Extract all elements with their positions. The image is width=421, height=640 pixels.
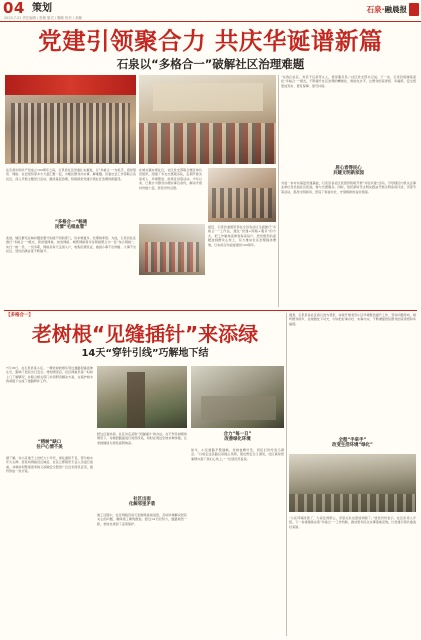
story2-subtitle: 14天“穿针引线”巧解地下结 [81, 348, 209, 359]
story1-subtitle: 石泉以“多格合一”破解社区治理难题 [116, 57, 305, 71]
small-photo-2 [139, 224, 205, 275]
story2-body-5: 如今，小区道路平整通畅，老树枝繁叶茂，居民们纷纷表示满意。“以前走这条路总是提心吊胆，现在既安全又漂亮，社区真是把事情办到了我们心坎上。”一位居民笑着说。 [191, 448, 284, 461]
story1-lead: 在庆祝中国共产党成立102周年之际，石泉县社区党建扎实推进，以“多格合一”为抓手，将党组织、网格、社会组织等多方力量汇聚一起，为辖区群众办实事、解难题。县委社会工作部联合各社区，深入开展主题党日活动，围绕基层治理，积极探索党建引领社区治理的新路径。 [6, 168, 136, 181]
page-number: 04 [3, 0, 25, 17]
story2-subhead-3: 合力“每一日” 改善绿化环境 [223, 432, 252, 443]
story2-photo-3 [289, 454, 416, 512]
event-photo-group [5, 75, 136, 164]
story1-subhead-1: “多格合一”畅通 民情“毛细血管” [54, 220, 88, 231]
story1-subhead-2: 居心者得民心 共建文明新家园 [333, 166, 364, 177]
story1-body-3: 最近，石泉县委组织部在全县各社区全面推行“多格合一”工作法，通过“党建+网格+服务”的方式，把工作触角延伸到每家每户，把党组织的温暖送到群众心坎上，有力推动社区治理提质增效，以实际行动迎接建党102周年。 [208, 225, 276, 247]
story2-subhead-2: 社区出面 化解邻里矛盾 [128, 497, 156, 508]
brand-prefix: 石泉 [366, 4, 382, 14]
brand-dot: · [381, 4, 385, 14]
story1-body-1: 此前，辖区群众反映问题需要分别找不同的部门，诉求渠道多、处理效率低。为此，石泉县社区推行“多格合一”模式，将党建网格、综治网格、城管网格等多张网格整合为一张“综合网格”，实行一格一员、一员多职，网格员每天走街入户，收集民情民意，做到小事不出网格、大事不出社区，居民的满意度不断提升。 [6, 236, 136, 254]
story2-subhead-1: “榕树”缺口 住户心情不美 [36, 440, 63, 451]
story2-headline: 老树根“见缝插针”来添绿 [31, 322, 259, 346]
story2-body-3: 经过反复协商，社区决定采取“见缝插针”的办法，在不伤及树根的情况下，对破损路面进行局部改造，同时在周边空地补种绿植，让老树继续为居民遮阴纳凉。 [97, 432, 187, 445]
story2-photo-1 [97, 366, 187, 428]
story2-tag: 【多格合一】 [6, 313, 33, 318]
story2-body-2: 据了解，该小区建于上世纪九十年代，绿化面积不足，部分树木年久失修。居民向网格员反映后，社区立即组织专业人员进行查看，并就如何既保留老树又消除安全隐患广泛征求居民意见，最终形成一致方案。 [6, 456, 93, 474]
column-divider [278, 75, 279, 307]
section-divider [4, 310, 417, 311]
brand-logo [367, 0, 419, 18]
story2-subhead-4: 全程“手牵手” 改变生活环境“绿化” [332, 438, 373, 449]
story2-photo-2 [191, 366, 284, 428]
community-activity-photo [139, 75, 276, 164]
masthead-rule [0, 21, 421, 22]
masthead [0, 0, 421, 22]
column-divider [286, 313, 287, 636]
story2-body-4: 施工过程中，社区网格员每天到现场查看进度，及时协调解决居民关心的问题，确保施工顺利推进。经过14天的努力，道路焕然一新，老树也得到了妥善保护。 [97, 513, 187, 526]
small-photo-1 [208, 168, 276, 222]
story2-body-7: “小区环境改善了，大家住得舒心，邻里关系也更加和睦了。”居民纷纷表示。社区负责人介绍，下一步将继续完善“多格合一”工作机制，推动更多民生实事落地见效，以党建引领共建美好家园。 [289, 516, 416, 529]
story2-body-6: 据悉，石泉县各社区将以此为契机，持续开展老旧小区环境整治提升工作，坚持问题导向，倾听群众呼声，在细微处下功夫，切实把好事办好、实事办实，不断增强居民群众的获得感和幸福感。 [289, 313, 416, 326]
story2-body-1: 7月18日，在石泉县某小区，一棵老树的根系穿过道路裂缝延伸生长，影响了居民出行安全。得知情况后，社区网格员第一时间上门了解情况，并联合相关部门共同研究解决方案，在保护树木的前提下完成了道路修补工作。 [6, 366, 93, 384]
story1-body-2: 在城关镇东坝社区，社区党支部联合辖区单位党组织，组建了多支志愿服务队，定期开展关爱老人、环境整治、政策宣讲等活动。今年以来，已累计为群众办理实事百余件，解决矛盾纠纷数十起，居民纷纷点赞。 [139, 168, 202, 190]
brand-seal-icon [409, 3, 419, 16]
brand-name: 融晨报 [384, 4, 407, 14]
page-meta: 2023.7.21 责任编辑 / 张敏 版式 / 魏敏 校对 / 高姗 [4, 16, 82, 20]
story1-body-3b [139, 278, 205, 306]
story1-body-4: 为进一步夯实基层党建基础，石泉县各社区党组织积极开展“共驻共建”活动，引导辖区内机关企事业单位党员到社区报到，参与志愿服务。同时，依托新时代文明实践站开展文明家庭评选、邻里节等活动，倡导文明新风，营造了和谐共处、守望相助的良好氛围。 [281, 181, 416, 194]
story1-body-5: “在我们社区，党员不仅是带头人，更是服务员。”社区党支部书记说。下一步，石泉县将继续深化“多格合一”模式，不断提升社区治理的精细化、智能化水平，让群众的获得感、幸福感、安全感更加充实、更有保障、更可持续。 [281, 75, 416, 88]
story1-headline: 党建引领聚合力 共庆华诞谱新篇 [38, 27, 383, 55]
page-section: 策划 [32, 3, 52, 14]
